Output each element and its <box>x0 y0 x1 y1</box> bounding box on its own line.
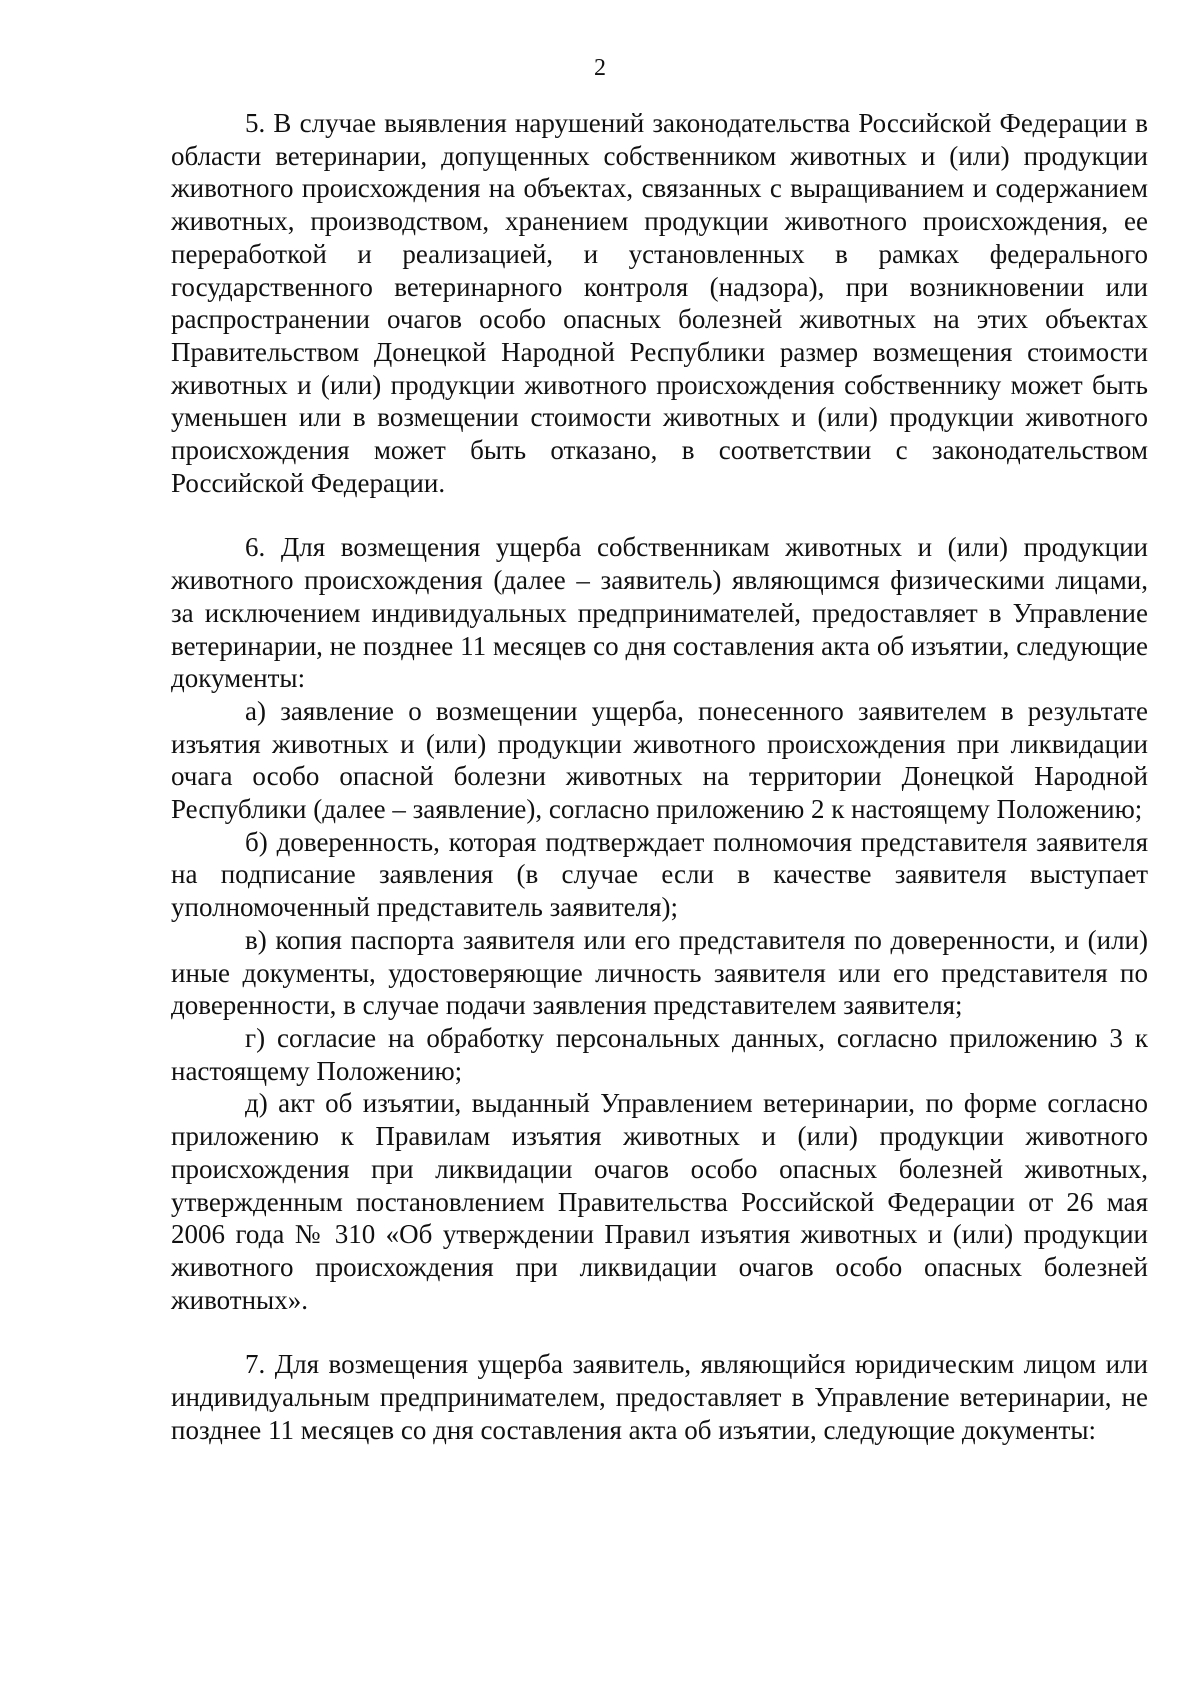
document-body <box>171 107 1148 1446</box>
paragraph-6-item-d: д) акт об изъятии, выданный Управлением ветеринарии, по форме согласно приложению к Правилам изъятия животных и (или) продукции животного происхождения при ликвидации очагов особо опасных болезней животных, утвержденным постановлением Правительства Российской Федерации от 26 мая 2006 года № 310 «Об утверждении Правил изъятия животных и (или) продукции животного происхождения при ликвидации очагов особо опасных болезней животных». <box>171 1088 1148 1315</box>
paragraph-6-item-b: б) доверенность, которая подтверждает полномочия представителя заявителя на подписание заявления (в случае если в качестве заявителя выступает уполномоченный представитель заявителя); <box>171 826 1148 923</box>
page-number: 2 <box>594 55 606 81</box>
paragraph-6-item-g: г) согласие на обработку персональных данных, согласно приложению 3 к настоящему Положению; <box>171 1022 1148 1086</box>
paragraph-7: 7. Для возмещения ущерба заявитель, являющийся юридическим лицом или индивидуальным предпринимателем, предоставляет в Управление ветеринарии, не позднее 11 месяцев со дня составления акта об изъятии, следующие документы: <box>171 1349 1148 1445</box>
paragraph-6-item-v: в) копия паспорта заявителя или его представителя по доверенности, и (или) иные документы, удостоверяющие личность заявителя или его представителя по доверенности, в случае подачи заявления представителем заявителя; <box>171 924 1148 1021</box>
paragraph-5: 5. В случае выявления нарушений законодательства Российской Федерации в области ветеринарии, допущенных собственником животных и (или) продукции животного происхождения на объектах, связанных с выращиванием и содержанием животных, производством, хранением продукции животного происхождения, ее переработкой и реализацией, и установленных в рамках федерального государственного ветеринарного контроля (надзора), при возникновении или распространении очагов особо опасных болезней животных на этих объектах Правительством Донецкой Народной Республики размер возмещения стоимости животных и (или) продукции животного происхождения собственнику может быть уменьшен или в возмещении стоимости животных и (или) продукции животного происхождения может быть отказано, в соответствии с законодательством Российской Федерации. <box>171 108 1148 498</box>
paragraph-6: 6. Для возмещения ущерба собственникам животных и (или) продукции животного происхождения (далее – заявитель) являющимся физическими лицами, за исключением индивидуальных предпринимателей, предоставляет в Управление ветеринарии, не позднее 11 месяцев со дня составления акта об изъятии, следующие документы: <box>171 532 1148 694</box>
paragraph-6-item-a: а) заявление о возмещении ущерба, понесенного заявителем в результате изъятия животных и (или) продукции животного происхождения при ликвидации очага особо опасной болезни животных на территории Донецкой Народной Республики (далее – заявление), согласно приложению 2 к настоящему Положению; <box>171 695 1148 825</box>
